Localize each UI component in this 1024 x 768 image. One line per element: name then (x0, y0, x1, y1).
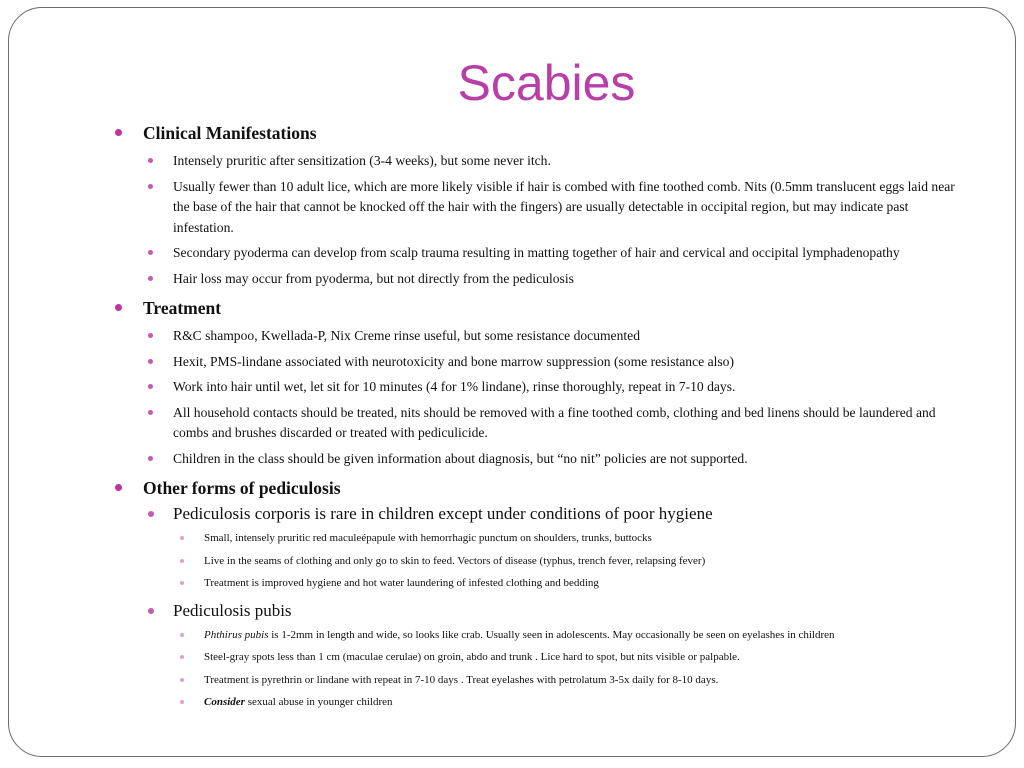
bullet-icon (180, 655, 184, 659)
bullet-icon (148, 384, 153, 389)
bullet-icon (148, 456, 153, 461)
bullet-icon (148, 359, 153, 364)
list-item (9, 403, 1016, 444)
list-item-text: Intensely pruritic after sensitization (3-4 weeks), but some never itch. (173, 153, 551, 168)
sub-list-item-text: Small, intensely pruritic red maculeépapule with hemorrhagic punctum on shoulders, trunks, buttocks (204, 532, 652, 544)
section-heading-text: Clinical Manifestations (143, 123, 317, 143)
bullet-icon (148, 184, 153, 189)
bullet-icon (148, 608, 154, 614)
section-heading-text: Treatment (143, 298, 222, 318)
bullet-icon (115, 129, 122, 136)
section-heading-text: Other forms of pediculosis (143, 478, 341, 498)
bullet-icon (115, 484, 122, 491)
sub-list-item-text: Treatment is pyrethrin or lindane with repeat in 7-10 days . Treat eyelashes with petrolatum 3-5x daily for 8-10 days. (204, 673, 719, 686)
sub-list-item (9, 572, 1016, 595)
list-item (9, 352, 1016, 373)
list-item-text: Secondary pyoderma can develop from scalp trauma resulting in matting together of hair and cervical and occipital lymphadenopathy (173, 245, 900, 260)
emphasis-text: Consider (204, 696, 245, 708)
list-item-text: Work into hair until wet, let sit for 10 minutes (4 for 1% lindane), rinse thoroughly, repeat in 7-10 days. (173, 379, 736, 394)
bullet-icon (148, 276, 153, 281)
bullet-icon (180, 536, 184, 540)
list-item-text: Hexit, PMS-lindane associated with neurotoxicity and bone marrow suppression (some resistance also) (173, 353, 734, 369)
bullet-icon (180, 559, 184, 563)
bullet-icon (148, 250, 153, 255)
section-heading-clinical-manifestations (9, 120, 1016, 146)
bullet-icon (148, 410, 153, 415)
list-item-text: Usually fewer than 10 adult lice, which are more likely visible if hair is combed with fine toothed comb. Nits (0.5mm translucent eggs laid near the base of the hair that cannot be knocked off the hair with the fingers) are usually detectable in occipital region, but may indicate past infestation. (173, 178, 955, 235)
bullet-icon (180, 678, 184, 682)
list-item-text: All household contacts should be treated, nits should be removed with a fine toothed comb, clothing and bed linens should be laundered and combs and brushes discarded or treated with pediculicide. (173, 404, 936, 440)
list-item (9, 269, 1016, 290)
sub-list-item (9, 550, 1016, 573)
section-heading-other-forms (9, 475, 1016, 501)
sub-list-item (9, 691, 1016, 714)
sub-list-item-text: Steel-gray spots less than 1 cm (maculae cerulae) on groin, abdo and trunk . Lice hard to spot, but nits visible or palpable. (204, 651, 740, 663)
list-item (9, 449, 1016, 470)
list-item-text: Children in the class should be given information about diagnosis, but “no nit” policies are not supported. (173, 450, 748, 466)
list-item (9, 326, 1016, 347)
bullet-icon (180, 700, 184, 704)
slide-content (9, 120, 1016, 714)
list-item (9, 151, 1016, 172)
subheading-text: Pediculosis pubis (173, 600, 292, 620)
slide-frame (8, 7, 1016, 757)
list-item (9, 177, 1016, 239)
list-item (9, 377, 1016, 398)
sub-list-item (9, 527, 1016, 550)
bullet-icon (148, 333, 153, 338)
species-name: Phthirus pubis (204, 628, 269, 641)
list-item-text: R&C shampoo, Kwellada-P, Nix Creme rinse useful, but some resistance documented (173, 328, 640, 343)
bullet-icon (148, 158, 153, 163)
subheading-text: Pediculosis corporis is rare in children except under conditions of poor hygiene (173, 504, 713, 523)
list-item (9, 243, 1016, 264)
subheading-pediculosis-pubis (9, 598, 1016, 624)
bullet-icon (148, 511, 154, 517)
list-item-text: Hair loss may occur from pyoderma, but not directly from the pediculosis (173, 270, 574, 286)
bullet-icon (115, 304, 122, 311)
slide-title: Scabies (457, 55, 636, 111)
sub-list-item (9, 624, 1016, 647)
section-heading-treatment (9, 295, 1016, 321)
sub-list-item-text: is 1-2mm in length and wide, so looks like crab. Usually seen in adolescents. May occasionally be seen on eyelashes in children (268, 628, 835, 641)
sub-list-item-text: Treatment is improved hygiene and hot water laundering of infested clothing and bedding (204, 577, 599, 589)
sub-list-item (9, 669, 1016, 692)
sub-list-item-text: sexual abuse in younger children (244, 696, 393, 708)
bullet-icon (180, 581, 184, 585)
sub-list-item (9, 646, 1016, 669)
subheading-pediculosis-corporis (9, 501, 1016, 527)
bullet-icon (180, 633, 184, 637)
sub-list-item-text: Live in the seams of clothing and only go to skin to feed. Vectors of disease (typhus, trench fever, relapsing fever) (204, 554, 706, 567)
